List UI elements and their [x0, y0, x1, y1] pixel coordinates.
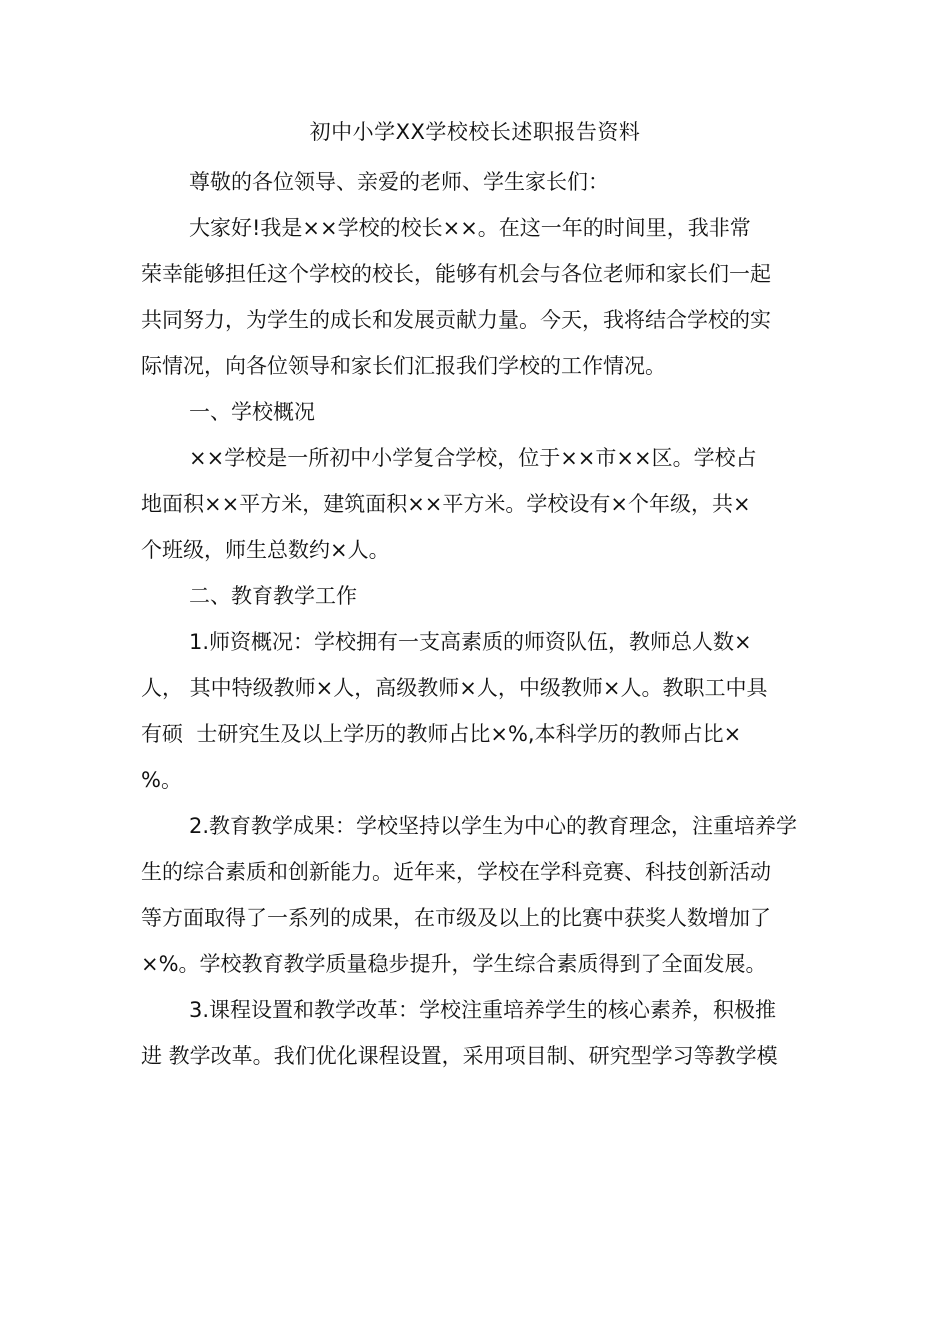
text-line: 进 教学改革。我们优化课程设置，采用项目制、研究型学习等教学模 [141, 1044, 778, 1068]
text-line: 人， 其中特级教师×人，高级教师×人，中级教师×人。教职工中具 [141, 676, 768, 700]
document-body [141, 159, 813, 1079]
text-line: 二、教育教学工作 [189, 584, 357, 608]
text-line: 3.课程设置和教学改革：学校注重培养学生的核心素养，积极推 [189, 998, 777, 1022]
text-line: 个班级，师生总数约×人。 [141, 538, 390, 562]
school-overview-paragraph [141, 435, 813, 573]
text-line: 2.教育教学成果：学校坚持以学生为中心的教育理念，注重培养学 [189, 814, 798, 838]
teaching-results-paragraph [141, 803, 813, 987]
section-heading-2 [141, 573, 813, 619]
text-line: 尊敬的各位领导、亲爱的老师、学生家长们： [189, 170, 609, 194]
text-line: 一、学校概况 [189, 400, 315, 424]
text-line: ×%。学校教育教学质量稳步提升，学生综合素质得到了全面发展。 [141, 952, 767, 976]
section-heading-1 [141, 389, 813, 435]
text-line: 1.师资概况：学校拥有一支高素质的师资队伍，教师总人数× [189, 630, 752, 654]
document-title: 初中小学XX学校校长述职报告资料 [309, 120, 641, 144]
text-line: 有硕 士研究生及以上学历的教师占比×%,本科学历的教师占比× [141, 722, 742, 746]
greeting-paragraph [141, 205, 813, 389]
salutation-paragraph [141, 159, 813, 205]
teachers-overview-paragraph [141, 619, 813, 803]
text-line: 等方面取得了一系列的成果，在市级及以上的比赛中获奖人数增加了 [141, 906, 771, 930]
text-line: 生的综合素质和创新能力。近年来，学校在学科竞赛、科技创新活动 [141, 860, 771, 884]
text-line: %。 [141, 768, 182, 792]
text-line: ××学校是一所初中小学复合学校，位于××市××区。学校占 [189, 446, 757, 470]
text-line: 大家好!我是××学校的校长××。在这一年的时间里，我非常 [189, 216, 751, 240]
text-line: 荣幸能够担任这个学校的校长，能够有机会与各位老师和家长们一起 [141, 262, 771, 286]
text-line: 共同努力，为学生的成长和发展贡献力量。今天，我将结合学校的实 [141, 308, 771, 332]
text-line: 地面积××平方米，建筑面积××平方米。学校设有×个年级，共× [141, 492, 751, 516]
text-line: 际情况，向各位领导和家长们汇报我们学校的工作情况。 [141, 354, 666, 378]
curriculum-reform-paragraph [141, 987, 813, 1079]
